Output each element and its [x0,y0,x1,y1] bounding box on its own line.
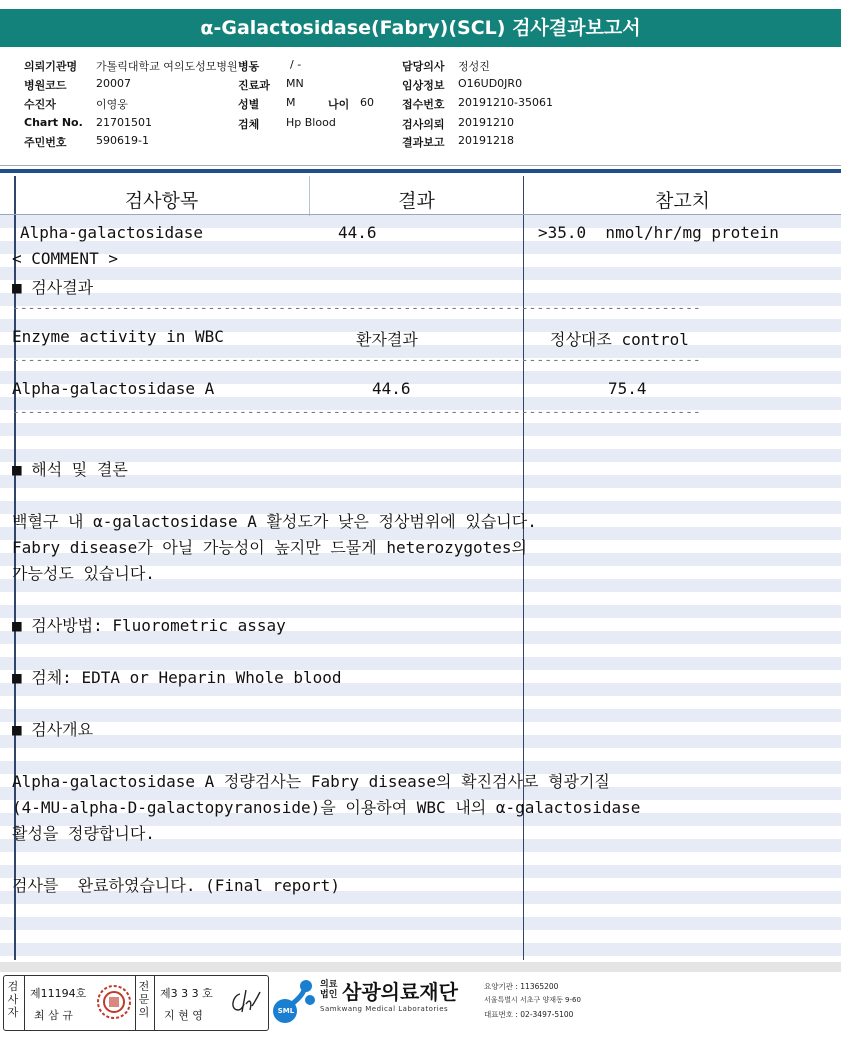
result-value: 44.6 [338,223,377,242]
column-header-rule [0,214,841,215]
value-age: 60 [360,96,374,109]
patient-result-header: 환자결과 [356,330,418,349]
value-receipt-no: 20191210-35061 [458,96,553,109]
section-test-result: ■ 검사결과 [12,278,94,297]
column-header-item: 검사항목 [124,190,199,212]
value-chart-no: 21701501 [96,116,152,129]
org-code: 요양기관 : 11365200 [484,982,559,991]
label-chart-no: Chart No. [24,116,83,129]
specialist-name: 지 현 영 [164,1009,203,1022]
value-resident-no: 590619-1 [96,134,149,147]
label-patient: 수진자 [24,98,56,111]
result-item-name: Alpha-galactosidase [20,223,204,242]
value-clinical-info: O16UD0JR0 [458,77,523,90]
value-request-date: 20191210 [458,116,514,129]
header-divider [0,165,841,166]
column-divider-2 [523,176,524,960]
label-ward: 병동 [238,60,260,73]
dashed-separator-1: ---------------------------------------------------------------------------------------- [12,301,701,316]
dashed-separator-2: ---------------------------------------------------------------------------------------- [12,353,701,368]
value-doctor: 정성진 [458,60,490,73]
inspector-seal [96,984,132,1020]
org-phone: 대표번호 : 02-3497-5100 [484,1010,574,1019]
label-sex: 성별 [238,98,260,111]
specialist-license-no: 제3 3 3 호 [160,987,213,1000]
section-interpretation: ■ 해석 및 결론 [12,460,128,479]
label-requesting-institution: 의뢰기관명 [24,60,78,73]
table-top-rule [0,169,841,173]
column-header-reference: 참고치 [654,190,711,212]
specialist-label: 전문의 [138,980,150,1019]
label-age: 나이 [328,98,350,111]
footer-divider [0,962,841,972]
interpretation-line-2: Fabry disease가 아닐 가능성이 높지만 드물게 heterozygotes의 [12,538,528,557]
org-name: 삼광의료재단 [342,980,458,1004]
comment-title: < COMMENT > [12,249,118,268]
reference-range: >35.0 nmol/hr/mg protein [538,223,779,242]
report-title-bar [0,9,841,47]
label-resident-no: 주민번호 [24,136,67,149]
enzyme-activity-header: Enzyme activity in WBC [12,327,224,346]
label-specimen: 검체 [238,118,260,131]
specialist-signature [226,986,264,1018]
sig-divider-2 [135,976,136,1030]
value-report-date: 20191218 [458,134,514,147]
inspector-label: 검사자 [7,980,19,1019]
interpretation-line-1: 백혈구 내 α-galactosidase A 활성도가 낮은 정상범위에 있습니다. [12,512,537,531]
sml-logo-icon [272,978,318,1026]
label-doctor: 담당의사 [402,60,445,73]
label-clinical-info: 임상정보 [402,79,445,92]
patient-value: 44.6 [372,379,411,398]
control-value: 75.4 [608,379,647,398]
value-sex: M [286,96,296,109]
section-overview: ■ 검사개요 [12,720,94,739]
sml-logo-text: SML [277,1007,295,1015]
signature-box [3,975,269,1031]
value-patient: 이영웅 [96,98,128,111]
label-hospital-code: 병원코드 [24,79,67,92]
label-receipt-no: 접수번호 [402,98,445,111]
sig-divider-1 [24,976,25,1030]
final-report-note: 검사를 완료하였습니다. (Final report) [12,876,340,895]
overview-line-1: Alpha-galactosidase A 정량검사는 Fabry disease의 확진검사로 형광기질 [12,772,610,791]
value-department: MN [286,77,304,90]
enzyme-name: Alpha-galactosidase A [12,379,215,398]
org-english-name: Samkwang Medical Laboratories [320,1005,449,1013]
value-requesting-institution: 가톨릭대학교 여의도성모병원 [96,60,238,73]
label-report-date: 결과보고 [402,136,445,149]
report-title: α-Galactosidase(Fabry)(SCL) 검사결과보고서 [200,17,641,39]
sig-divider-3 [154,976,155,1030]
value-specimen: Hp Blood [286,116,336,129]
test-method: ■ 검사방법: Fluorometric assay [12,616,286,635]
org-type: 의료법인 [320,980,338,1000]
inspector-license-no: 제11194호 [30,987,87,1000]
interpretation-line-3: 가능성도 있습니다. [12,564,155,583]
column-header-result: 결과 [398,190,435,212]
control-header: 정상대조 control [550,330,689,349]
dashed-separator-3: ---------------------------------------------------------------------------------------- [12,405,701,420]
value-ward: / - [290,58,302,71]
test-specimen: ■ 검체: EDTA or Heparin Whole blood [12,668,342,687]
org-address: 서울특별시 서초구 양재동 9-60 [484,996,581,1004]
overview-line-3: 활성을 정량합니다. [12,824,155,843]
overview-line-2: (4-MU-alpha-D-galactopyranoside)을 이용하여 WBC 내의 α-galactosidase [12,798,641,817]
label-request-date: 검사의뢰 [402,118,445,131]
inspector-name: 최 삼 규 [34,1009,73,1022]
label-department: 진료과 [238,79,270,92]
value-hospital-code: 20007 [96,77,131,90]
